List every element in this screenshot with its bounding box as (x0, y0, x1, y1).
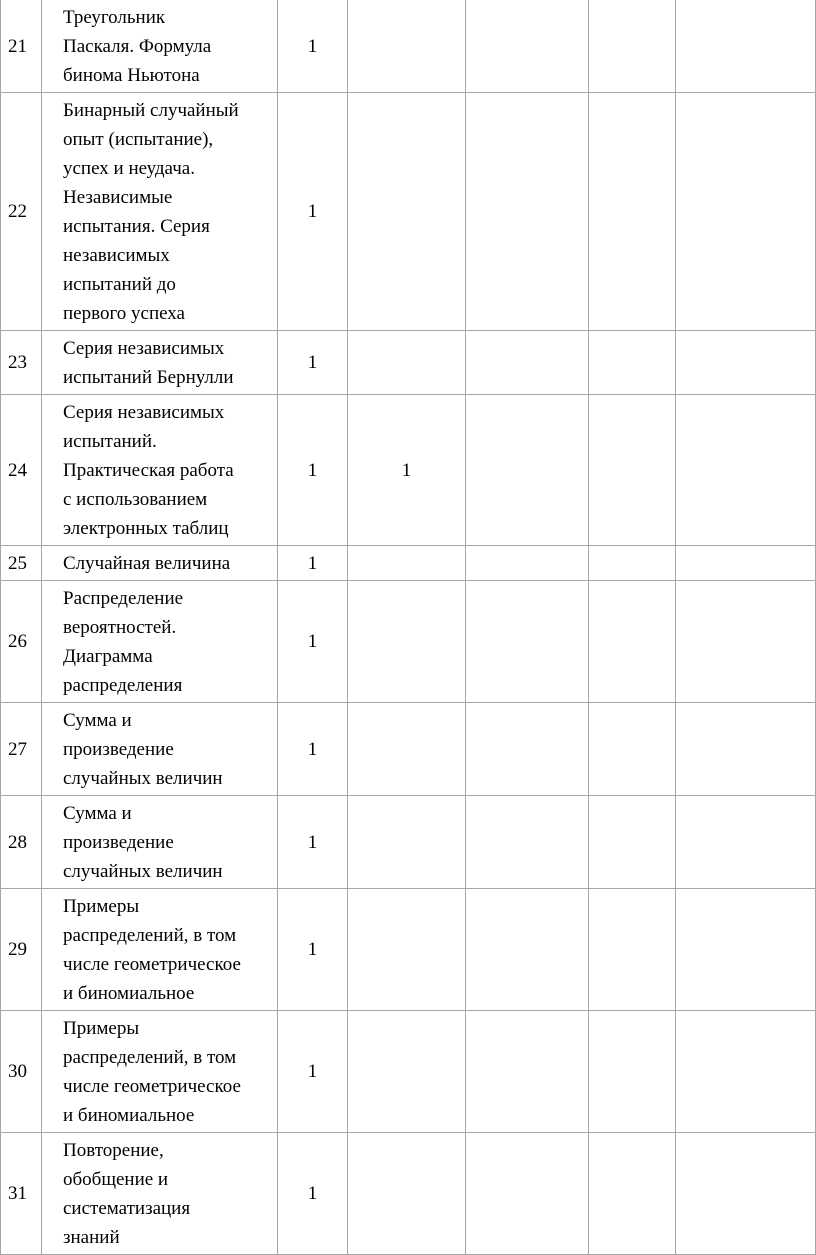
empty-cell (466, 395, 589, 546)
empty-cell (676, 93, 816, 331)
lesson-number: 21 (1, 0, 42, 93)
practical-hours (348, 889, 466, 1011)
lesson-topic: Серия независимых испытаний Бернулли (42, 331, 278, 395)
empty-cell (676, 581, 816, 703)
empty-cell (589, 796, 676, 889)
empty-cell (466, 1011, 589, 1133)
table-row (1, 93, 816, 331)
empty-cell (589, 581, 676, 703)
table-row (1, 331, 816, 395)
empty-cell (589, 546, 676, 581)
table-row (1, 581, 816, 703)
lesson-hours: 1 (278, 1133, 348, 1255)
practical-hours (348, 1133, 466, 1255)
empty-cell (466, 581, 589, 703)
empty-cell (589, 1011, 676, 1133)
lesson-number: 28 (1, 796, 42, 889)
empty-cell (589, 703, 676, 796)
lesson-number: 27 (1, 703, 42, 796)
empty-cell (676, 395, 816, 546)
practical-hours (348, 581, 466, 703)
lesson-hours: 1 (278, 1011, 348, 1133)
empty-cell (676, 889, 816, 1011)
empty-cell (676, 796, 816, 889)
empty-cell (466, 1133, 589, 1255)
empty-cell (466, 93, 589, 331)
lesson-topic: Повторение, обобщение и систематизация знаний (42, 1133, 278, 1255)
empty-cell (676, 331, 816, 395)
practical-hours (348, 331, 466, 395)
practical-hours (348, 93, 466, 331)
empty-cell (676, 1133, 816, 1255)
empty-cell (589, 331, 676, 395)
lesson-hours: 1 (278, 0, 348, 93)
table-row (1, 546, 816, 581)
lesson-topic: Сумма и произведение случайных величин (42, 703, 278, 796)
empty-cell (466, 703, 589, 796)
lesson-number: 22 (1, 93, 42, 331)
table-row (1, 889, 816, 1011)
lesson-hours: 1 (278, 93, 348, 331)
lesson-number: 23 (1, 331, 42, 395)
empty-cell (466, 889, 589, 1011)
lesson-number: 31 (1, 1133, 42, 1255)
table-row (1, 1133, 816, 1255)
practical-hours (348, 0, 466, 93)
empty-cell (466, 331, 589, 395)
lesson-topic: Примеры распределений, в том числе геометрическое и биномиальное (42, 1011, 278, 1133)
lesson-hours: 1 (278, 796, 348, 889)
empty-cell (676, 703, 816, 796)
lesson-number: 30 (1, 1011, 42, 1133)
practical-hours (348, 546, 466, 581)
empty-cell (676, 0, 816, 93)
lesson-topic: Случайная величина (42, 546, 278, 581)
table-row (1, 1011, 816, 1133)
lesson-number: 29 (1, 889, 42, 1011)
empty-cell (466, 0, 589, 93)
practical-hours (348, 1011, 466, 1133)
table-row (1, 796, 816, 889)
empty-cell (589, 395, 676, 546)
empty-cell (589, 889, 676, 1011)
practical-hours (348, 796, 466, 889)
practical-hours (348, 703, 466, 796)
empty-cell (676, 546, 816, 581)
table-row (1, 0, 816, 93)
lesson-hours: 1 (278, 889, 348, 1011)
empty-cell (676, 1011, 816, 1133)
lesson-topic: Сумма и произведение случайных величин (42, 796, 278, 889)
lesson-topic: Распределение вероятностей. Диаграмма распределения (42, 581, 278, 703)
table-row (1, 395, 816, 546)
lesson-topic: Бинарный случайный опыт (испытание), успех и неудача. Независимые испытания. Серия независимых испытаний до первого успеха (42, 93, 278, 331)
empty-cell (589, 0, 676, 93)
lesson-hours: 1 (278, 703, 348, 796)
lesson-topic: Треугольник Паскаля. Формула бинома Ньютона (42, 0, 278, 93)
lesson-topic: Примеры распределений, в том числе геометрическое и биномиальное (42, 889, 278, 1011)
practical-hours: 1 (348, 395, 466, 546)
lesson-hours: 1 (278, 331, 348, 395)
empty-cell (589, 93, 676, 331)
lesson-number: 24 (1, 395, 42, 546)
lesson-topic: Серия независимых испытаний. Практическая работа с использованием электронных таблиц (42, 395, 278, 546)
lesson-hours: 1 (278, 395, 348, 546)
lesson-number: 26 (1, 581, 42, 703)
empty-cell (466, 796, 589, 889)
lesson-number: 25 (1, 546, 42, 581)
empty-cell (466, 546, 589, 581)
lesson-hours: 1 (278, 581, 348, 703)
table-row (1, 703, 816, 796)
lesson-hours: 1 (278, 546, 348, 581)
empty-cell (589, 1133, 676, 1255)
